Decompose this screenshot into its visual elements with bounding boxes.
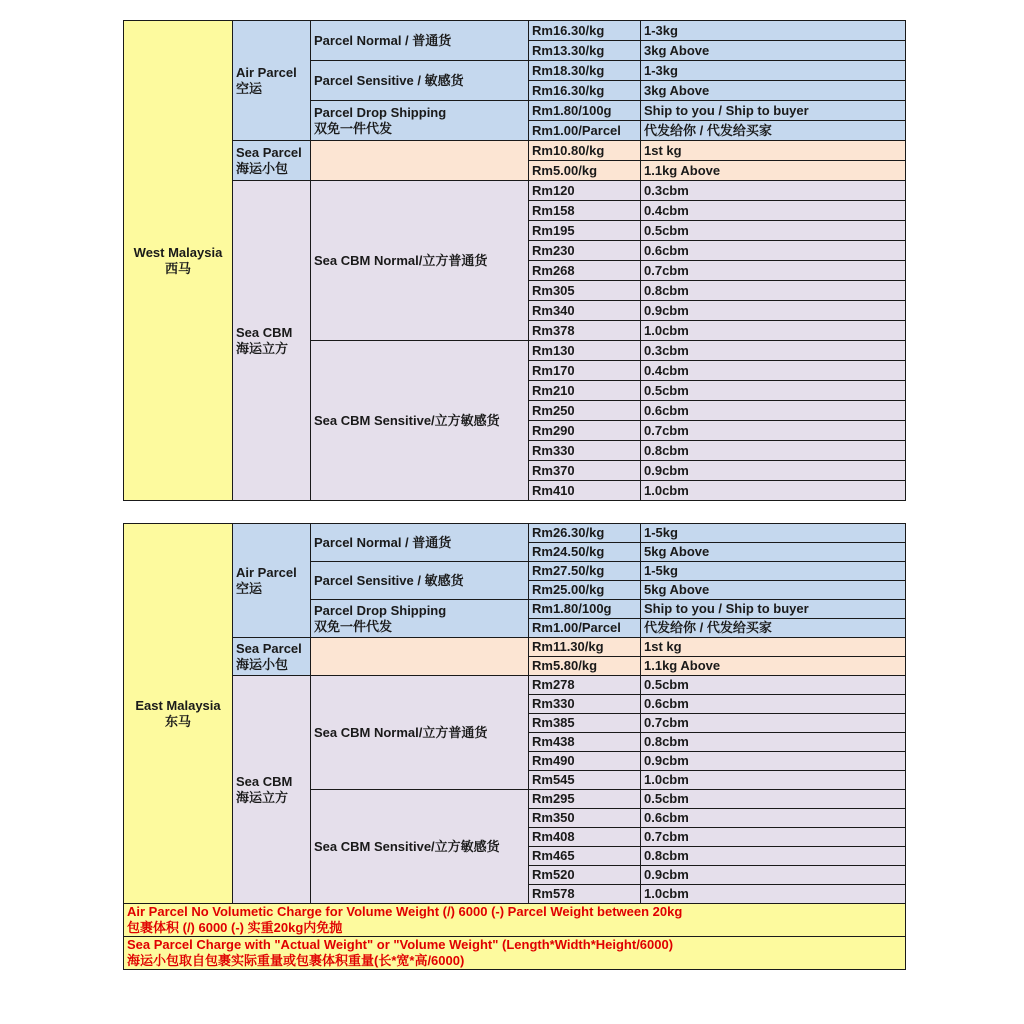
volume-cell: 0.4cbm: [641, 201, 906, 221]
sea-cbm-title: Sea CBM: [236, 773, 293, 789]
volume-cell: 0.8cbm: [641, 733, 906, 752]
volume-cell: 0.5cbm: [641, 676, 906, 695]
rate-cell: Rm26.30/kg: [529, 524, 641, 543]
rate-cell: Rm195: [529, 221, 641, 241]
volume-cell: 0.3cbm: [641, 181, 906, 201]
volume-cell: 0.5cbm: [641, 221, 906, 241]
drop-shipping-title: Parcel Drop Shipping: [314, 602, 447, 618]
condition-cell: 5kg Above: [641, 581, 906, 600]
sea-cbm-normal-label: Sea CBM Normal/立方普通货: [311, 676, 529, 790]
volume-cell: 0.9cbm: [641, 866, 906, 885]
rate-cell: Rm25.00/kg: [529, 581, 641, 600]
condition-cell: Ship to you / Ship to buyer: [641, 600, 906, 619]
rate-cell: Rm330: [529, 695, 641, 714]
rate-cell: Rm16.30/kg: [529, 21, 641, 41]
rate-cell: Rm545: [529, 771, 641, 790]
rate-cell: Rm370: [529, 461, 641, 481]
rate-cell: Rm340: [529, 301, 641, 321]
parcel-sensitive-label: Parcel Sensitive / 敏感货: [311, 61, 529, 101]
sea-parcel-label: [233, 638, 311, 676]
volume-cell: 0.9cbm: [641, 461, 906, 481]
rate-cell: Rm350: [529, 809, 641, 828]
region-name-cn: 东马: [164, 713, 191, 729]
volume-cell: 1.0cbm: [641, 321, 906, 341]
rate-cell: Rm1.80/100g: [529, 101, 641, 121]
region-name-cn: 西马: [164, 260, 191, 276]
rate-cell: Rm330: [529, 441, 641, 461]
rate-cell: Rm10.80/kg: [529, 141, 641, 161]
rate-cell: Rm170: [529, 361, 641, 381]
rate-cell: Rm130: [529, 341, 641, 361]
air-parcel-title: Air Parcel: [236, 564, 297, 580]
drop-shipping-title-cn: 双免一件代发: [314, 618, 393, 634]
condition-cell: 1-3kg: [641, 61, 906, 81]
rate-cell: Rm13.30/kg: [529, 41, 641, 61]
rate-cell: Rm295: [529, 790, 641, 809]
rate-cell: Rm305: [529, 281, 641, 301]
sea-cbm-title-cn: 海运立方: [236, 340, 289, 356]
sea-parcel-title-cn: 海运小包: [236, 160, 289, 176]
rate-cell: Rm1.00/Parcel: [529, 619, 641, 638]
east-malaysia-rate-table: [123, 523, 906, 970]
sea-cbm-label: [233, 181, 311, 501]
sea-parcel-blank: [311, 141, 529, 181]
rate-cell: Rm1.00/Parcel: [529, 121, 641, 141]
rate-cell: Rm408: [529, 828, 641, 847]
sea-parcel-blank: [311, 638, 529, 676]
rate-cell: Rm24.50/kg: [529, 543, 641, 562]
rate-cell: Rm438: [529, 733, 641, 752]
air-parcel-label: [233, 524, 311, 638]
sea-parcel-title-cn: 海运小包: [236, 656, 289, 672]
sea-cbm-label: [233, 676, 311, 904]
drop-shipping-title-cn: 双免一件代发: [314, 120, 393, 136]
sea-parcel-title: Sea Parcel: [236, 144, 302, 160]
drop-shipping-title: Parcel Drop Shipping: [314, 104, 447, 120]
parcel-drop-shipping-label: [311, 600, 529, 638]
volume-cell: 0.7cbm: [641, 421, 906, 441]
volume-cell: 0.3cbm: [641, 341, 906, 361]
condition-cell: Ship to you / Ship to buyer: [641, 101, 906, 121]
parcel-normal-label: Parcel Normal / 普通货: [311, 21, 529, 61]
rate-cell: Rm16.30/kg: [529, 81, 641, 101]
air-parcel-title: Air Parcel: [236, 64, 297, 80]
sea-cbm-sensitive-label: Sea CBM Sensitive/立方敏感货: [311, 790, 529, 904]
west-malaysia-rate-table: [123, 20, 906, 501]
sea-parcel-label: [233, 141, 311, 181]
sea-parcel-title: Sea Parcel: [236, 640, 302, 656]
volume-cell: 1.0cbm: [641, 481, 906, 501]
rate-cell: Rm490: [529, 752, 641, 771]
rate-cell: Rm520: [529, 866, 641, 885]
volume-cell: 1.0cbm: [641, 885, 906, 904]
rate-cell: Rm250: [529, 401, 641, 421]
volume-cell: 0.6cbm: [641, 401, 906, 421]
rate-cell: Rm158: [529, 201, 641, 221]
air-parcel-note: [124, 904, 906, 937]
condition-cell: 3kg Above: [641, 81, 906, 101]
sea-parcel-note-en: Sea Parcel Charge with "Actual Weight" or "Volume Weight" (Length*Width*Height/6000): [127, 937, 674, 952]
rate-cell: Rm1.80/100g: [529, 600, 641, 619]
volume-cell: 0.7cbm: [641, 261, 906, 281]
sea-cbm-sensitive-label: Sea CBM Sensitive/立方敏感货: [311, 341, 529, 501]
condition-cell: 1-5kg: [641, 562, 906, 581]
parcel-drop-shipping-label: [311, 101, 529, 141]
rate-cell: Rm378: [529, 321, 641, 341]
parcel-normal-label: Parcel Normal / 普通货: [311, 524, 529, 562]
rate-cell: Rm210: [529, 381, 641, 401]
sea-cbm-title-cn: 海运立方: [236, 789, 289, 805]
parcel-sensitive-label: Parcel Sensitive / 敏感货: [311, 562, 529, 600]
volume-cell: 0.9cbm: [641, 301, 906, 321]
volume-cell: 0.7cbm: [641, 714, 906, 733]
condition-cell: 1st kg: [641, 141, 906, 161]
sea-cbm-normal-label: Sea CBM Normal/立方普通货: [311, 181, 529, 341]
rate-cell: Rm27.50/kg: [529, 562, 641, 581]
sea-parcel-note: [124, 937, 906, 970]
volume-cell: 1.0cbm: [641, 771, 906, 790]
sea-parcel-note-cn: 海运小包取自包裹实际重量或包裹体积重量(长*宽*高/6000): [127, 953, 465, 968]
volume-cell: 0.5cbm: [641, 381, 906, 401]
air-parcel-title-cn: 空运: [236, 580, 263, 596]
condition-cell: 1st kg: [641, 638, 906, 657]
air-parcel-label: [233, 21, 311, 141]
air-parcel-note-cn: 包裹体积 (/) 6000 (-) 实重20kg内免抛: [127, 920, 343, 935]
volume-cell: 0.4cbm: [641, 361, 906, 381]
rate-cell: Rm410: [529, 481, 641, 501]
rate-cell: Rm120: [529, 181, 641, 201]
rate-cell: Rm230: [529, 241, 641, 261]
air-parcel-title-cn: 空运: [236, 80, 263, 96]
region-label: [124, 21, 233, 501]
rate-cell: Rm18.30/kg: [529, 61, 641, 81]
condition-cell: 5kg Above: [641, 543, 906, 562]
volume-cell: 0.8cbm: [641, 441, 906, 461]
rate-cell: Rm278: [529, 676, 641, 695]
region-name: East Malaysia: [135, 697, 221, 713]
volume-cell: 0.8cbm: [641, 281, 906, 301]
volume-cell: 0.5cbm: [641, 790, 906, 809]
condition-cell: 1.1kg Above: [641, 161, 906, 181]
region-name: West Malaysia: [133, 244, 223, 260]
rate-cell: Rm290: [529, 421, 641, 441]
condition-cell: 1-3kg: [641, 21, 906, 41]
sea-cbm-title: Sea CBM: [236, 324, 293, 340]
condition-cell: 1-5kg: [641, 524, 906, 543]
rate-cell: Rm5.80/kg: [529, 657, 641, 676]
volume-cell: 0.6cbm: [641, 809, 906, 828]
volume-cell: 0.6cbm: [641, 695, 906, 714]
volume-cell: 0.6cbm: [641, 241, 906, 261]
rate-cell: Rm465: [529, 847, 641, 866]
condition-cell: 代发给你 / 代发给买家: [641, 619, 906, 638]
air-parcel-note-en: Air Parcel No Volumetic Charge for Volume Weight (/) 6000 (-) Parcel Weight between 20kg: [127, 904, 683, 919]
volume-cell: 0.8cbm: [641, 847, 906, 866]
condition-cell: 1.1kg Above: [641, 657, 906, 676]
volume-cell: 0.7cbm: [641, 828, 906, 847]
condition-cell: 代发给你 / 代发给买家: [641, 121, 906, 141]
region-label: [124, 524, 233, 904]
rate-cell: Rm578: [529, 885, 641, 904]
rate-cell: Rm5.00/kg: [529, 161, 641, 181]
rate-cell: Rm11.30/kg: [529, 638, 641, 657]
condition-cell: 3kg Above: [641, 41, 906, 61]
rate-cell: Rm385: [529, 714, 641, 733]
volume-cell: 0.9cbm: [641, 752, 906, 771]
rate-cell: Rm268: [529, 261, 641, 281]
